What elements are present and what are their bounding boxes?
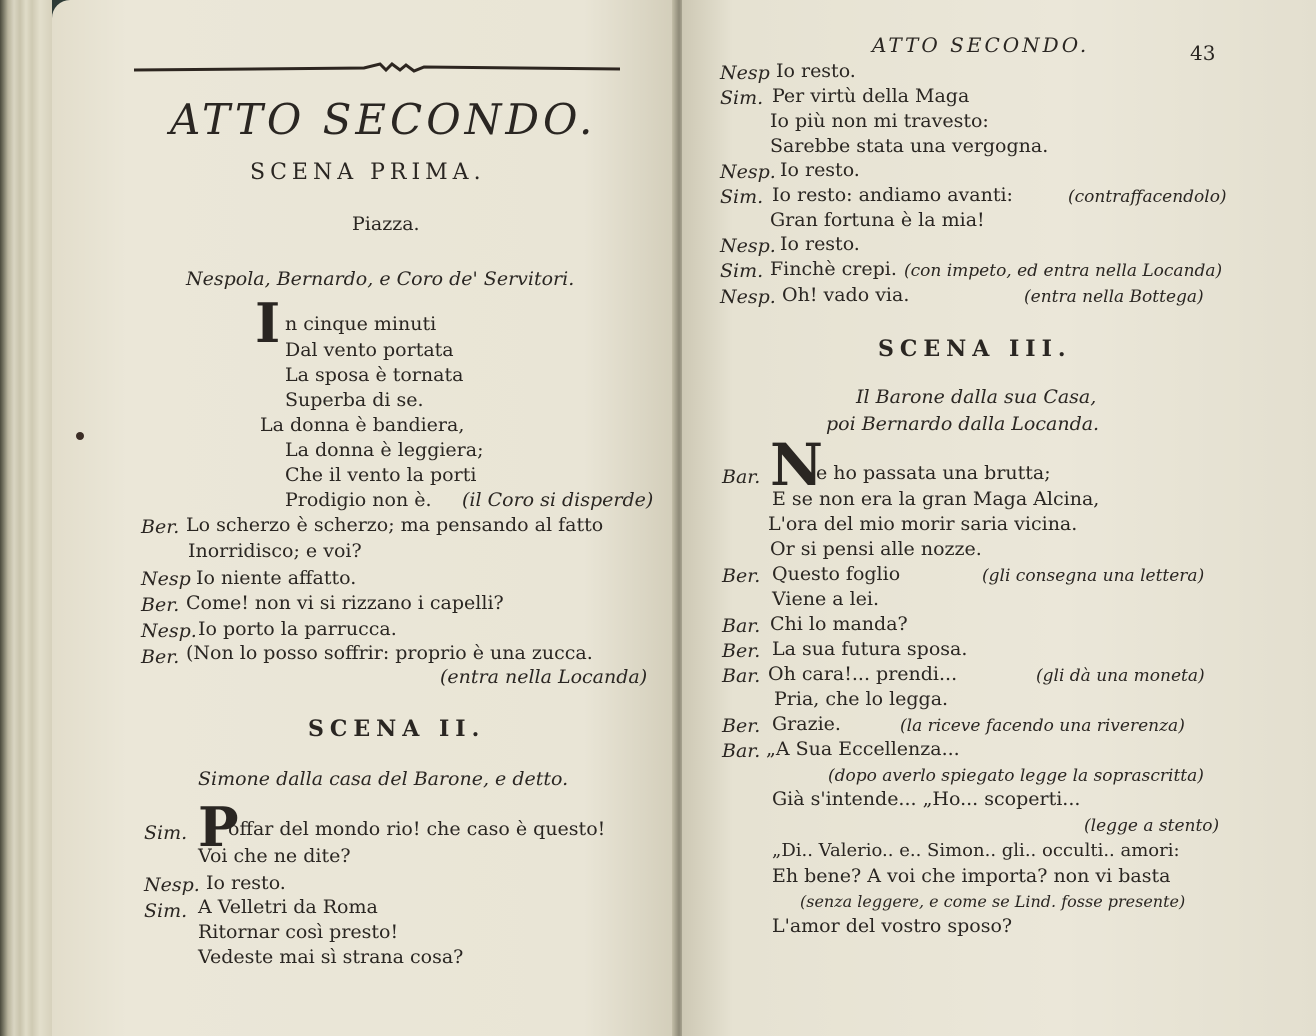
ink-spot <box>76 432 84 440</box>
speaker: Bar. <box>722 740 761 762</box>
stage-direction: (senza leggere, e come se Lind. fosse presente) <box>800 892 1186 911</box>
speaker: Nesp. <box>144 874 200 896</box>
verse-line: La donna è bandiera, <box>260 414 465 436</box>
verse-line: n cinque minuti <box>285 313 437 335</box>
speaker: Nesp <box>720 62 770 84</box>
stage-direction: (legge a stento) <box>1084 816 1220 836</box>
dialogue-line: Gran fortuna è la mia! <box>770 209 985 231</box>
speaker: Bar. <box>722 615 761 637</box>
dialogue-line: A Velletri da Roma <box>198 896 378 918</box>
stage-direction: (entra nella Bottega) <box>1024 287 1204 307</box>
drop-cap: N <box>770 431 824 499</box>
ornamental-rule <box>134 62 620 76</box>
speaker: Nesp. <box>141 620 197 642</box>
speaker: Ber. <box>141 646 180 668</box>
stage-direction: (gli dà una moneta) <box>1036 666 1205 686</box>
dialogue-line: Io resto. <box>780 159 860 181</box>
dialogue-line: Io niente affatto. <box>196 567 357 589</box>
speaker: Bar. <box>722 466 761 488</box>
stage-direction: (con impeto, ed entra nella Locanda) <box>904 261 1223 281</box>
verse-line: La donna è leggiera; <box>285 439 484 461</box>
dialogue-line: Vedeste mai sì strana cosa? <box>198 946 464 968</box>
speaker: Sim. <box>720 186 764 208</box>
dialogue-line: Voi che ne dite? <box>198 845 351 867</box>
dialogue-line: Lo scherzo è scherzo; ma pensando al fatto <box>186 514 604 536</box>
dialogue-line: Viene a lei. <box>772 588 880 610</box>
verse-line: Prodigio non è. <box>285 489 432 511</box>
dialogue-line: Io più non mi travesto: <box>770 110 989 132</box>
dialogue-line: Oh cara!... prendi... <box>768 663 958 685</box>
dialogue-line: Io resto: andiamo avanti: <box>772 184 1013 206</box>
dialogue-line: Io resto. <box>206 872 286 894</box>
speaker: Ber. <box>141 516 180 538</box>
speaker: Nesp <box>141 568 191 590</box>
dialogue-line: L'amor del vostro sposo? <box>772 915 1013 937</box>
scene-setting: Piazza. <box>352 213 420 235</box>
dialogue-line: Eh bene? A voi che importa? non vi basta <box>772 865 1171 887</box>
speaker: Nesp. <box>720 286 776 308</box>
dialogue-line: Grazie. <box>772 713 841 735</box>
speaker: Sim. <box>144 822 188 844</box>
page-number: 43 <box>1190 41 1216 65</box>
stage-direction: (il Coro si disperde) <box>462 489 654 511</box>
dialogue-line: Sarebbe stata una vergogna. <box>770 135 1049 157</box>
dialogue-line: Ritornar così presto! <box>198 921 399 943</box>
page-stack-edge <box>0 0 52 1036</box>
speaker: Ber. <box>722 715 761 737</box>
dialogue-line: „A Sua Eccellenza... <box>766 738 960 760</box>
dialogue-line: Pria, che lo legga. <box>774 688 949 710</box>
dialogue-line: La sua futura sposa. <box>772 638 968 660</box>
scene-heading: SCENA II. <box>308 716 486 742</box>
scene-heading: SCENA PRIMA. <box>250 160 486 185</box>
speaker: Ber. <box>722 640 761 662</box>
verse-line: Superba di se. <box>285 389 424 411</box>
speaker: Ber. <box>722 565 761 587</box>
dialogue-line: Oh! vado via. <box>782 284 910 306</box>
dialogue-line: „Di.. Valerio.. e.. Simon.. gli.. occulti.. amori: <box>772 840 1180 861</box>
stage-direction: (entra nella Locanda) <box>440 666 648 688</box>
speaker: Sim. <box>144 900 188 922</box>
speaker: Bar. <box>722 665 761 687</box>
verse-line: Che il vento la porti <box>285 464 477 486</box>
dialogue-line: Io resto. <box>780 233 860 255</box>
dialogue-line: Io resto. <box>776 60 856 82</box>
dialogue-line: L'ora del mio morir saria vicina. <box>768 513 1078 535</box>
verse-line: La sposa è tornata <box>285 364 464 386</box>
dialogue-line: Finchè crepi. <box>770 258 897 280</box>
act-title: ATTO SECONDO. <box>170 95 597 144</box>
speaker: Sim. <box>720 87 764 109</box>
speaker: Ber. <box>141 594 180 616</box>
drop-cap: P <box>198 795 239 859</box>
dialogue-line: Or si pensi alle nozze. <box>770 538 982 560</box>
scene-heading: SCENA III. <box>878 336 1072 362</box>
dialogue-line: Inorridisco; e voi? <box>188 540 362 562</box>
verse-line: Dal vento portata <box>285 339 454 361</box>
speaker: Nesp. <box>720 235 776 257</box>
dialogue-line: E se non era la gran Maga Alcina, <box>772 488 1100 510</box>
dialogue-line: Chi lo manda? <box>770 613 908 635</box>
stage-direction: (dopo averlo spiegato legge la soprascritta) <box>828 766 1204 786</box>
dialogue-line: Questo foglio <box>772 563 901 585</box>
scene-characters: Simone dalla casa del Barone, e detto. <box>198 768 569 790</box>
stage-direction: (gli consegna una lettera) <box>982 566 1205 586</box>
stage-direction: (la riceve facendo una riverenza) <box>900 716 1185 736</box>
dialogue-line: Già s'intende... „Ho... scoperti... <box>772 788 1081 810</box>
speaker: Nesp. <box>720 161 776 183</box>
dialogue-line: Come! non vi si rizzano i capelli? <box>186 592 504 614</box>
dialogue-line: (Non lo posso soffrir: proprio è una zucca. <box>186 642 593 664</box>
dialogue-line: e ho passata una brutta; <box>816 462 1051 484</box>
scene-characters: Il Barone dalla sua Casa, <box>856 386 1097 408</box>
scene-characters: poi Bernardo dalla Locanda. <box>826 413 1100 435</box>
running-head: ATTO SECONDO. <box>872 33 1090 57</box>
stage-direction: (contraffacendolo) <box>1068 187 1227 207</box>
dialogue-line: Io porto la parrucca. <box>198 618 397 640</box>
scene-characters: Nespola, Bernardo, e Coro de' Servitori. <box>186 268 575 290</box>
drop-cap: I <box>255 291 281 355</box>
dialogue-line: offar del mondo rio! che caso è questo! <box>228 818 606 840</box>
speaker: Sim. <box>720 260 764 282</box>
dialogue-line: Per virtù della Maga <box>772 85 970 107</box>
